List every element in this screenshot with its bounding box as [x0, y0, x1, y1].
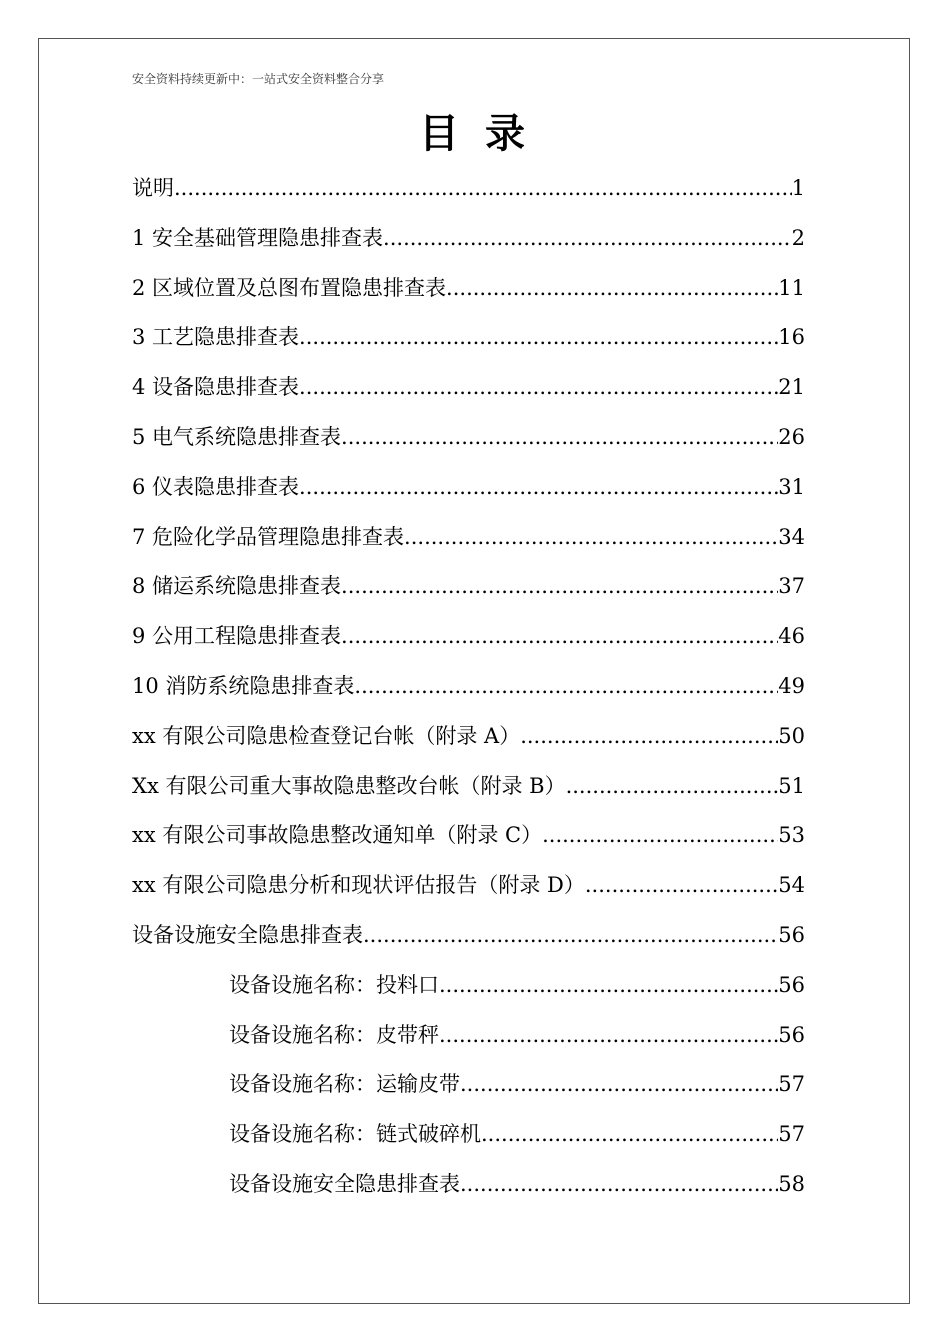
toc-entry[interactable]	[132, 517, 805, 567]
toc-leader-dots	[542, 815, 778, 855]
toc-entry-page: 46	[778, 624, 805, 649]
toc-entry-label: 设备设施安全隐患排查表	[229, 1171, 460, 1196]
toc-leader-dots	[446, 268, 778, 308]
toc-entry-label: xx 有限公司事故隐患整改通知单（附录 C）	[132, 823, 543, 848]
toc-entry-label: 设备设施名称：皮带秤	[229, 1022, 439, 1047]
toc-entry-page: 31	[778, 474, 805, 499]
toc-entry-label: 7 危险化学品管理隐患排查表	[132, 524, 405, 549]
toc-entry-page: 57	[778, 1122, 805, 1147]
toc-entry-page: 57	[778, 1072, 805, 1097]
toc-entry[interactable]	[132, 766, 805, 816]
toc-leader-dots	[174, 168, 792, 208]
toc-entry-label: 设备设施名称：链式破碎机	[229, 1122, 481, 1147]
toc-entry-page: 50	[778, 723, 805, 748]
toc-entry[interactable]	[132, 566, 805, 616]
toc-entry-label: Xx 有限公司重大事故隐患整改台帐（附录 B）	[132, 773, 566, 798]
toc-leader-dots	[354, 666, 778, 706]
toc-subentry[interactable]	[132, 1164, 805, 1214]
toc-leader-dots	[439, 1015, 778, 1055]
toc-entry-page: 49	[778, 673, 805, 698]
toc-entry[interactable]	[132, 467, 805, 517]
toc-leader-dots	[341, 417, 778, 457]
header-note: 安全资料持续更新中：一站式安全资料整合分享	[132, 72, 385, 86]
toc-entry-label: 设备设施安全隐患排查表	[132, 922, 363, 947]
toc-entry[interactable]	[132, 268, 805, 318]
toc-leader-dots	[299, 467, 778, 507]
toc-subentry[interactable]	[132, 1064, 805, 1114]
toc-entry-page: 58	[778, 1171, 805, 1196]
toc-entry[interactable]	[132, 417, 805, 467]
toc-leader-dots	[481, 1114, 778, 1154]
toc-entry-label: 设备设施名称：运输皮带	[229, 1072, 460, 1097]
toc-entry-page: 53	[778, 823, 805, 848]
toc-entry-page: 11	[778, 275, 805, 300]
toc-entry[interactable]	[132, 168, 805, 218]
page-title: 目 录	[419, 110, 531, 157]
toc-entry-label: 8 储运系统隐患排查表	[132, 574, 342, 599]
toc-entry-label: 2 区域位置及总图布置隐患排查表	[132, 275, 447, 300]
toc-entry-label: 9 公用工程隐患排查表	[132, 624, 342, 649]
table-of-contents	[132, 168, 805, 1214]
toc-leader-dots	[460, 1064, 778, 1104]
toc-entry-page: 26	[778, 424, 805, 449]
toc-entry-label: 1 安全基础管理隐患排查表	[132, 225, 384, 250]
toc-entry-page: 34	[778, 524, 805, 549]
toc-leader-dots	[566, 766, 779, 806]
toc-leader-dots	[341, 616, 778, 656]
toc-entry[interactable]	[132, 865, 805, 915]
toc-leader-dots	[585, 865, 778, 905]
toc-entry-label: 设备设施名称：投料口	[229, 972, 439, 997]
toc-entry-label: 5 电气系统隐患排查表	[132, 424, 342, 449]
toc-entry[interactable]	[132, 666, 805, 716]
toc-entry-page: 56	[778, 972, 805, 997]
toc-entry-page: 1	[791, 176, 805, 200]
toc-entry[interactable]	[132, 616, 805, 666]
toc-entry-page: 21	[778, 375, 805, 400]
toc-entry-page: 56	[778, 922, 805, 947]
toc-entry[interactable]	[132, 218, 805, 268]
toc-entry[interactable]	[132, 915, 805, 965]
toc-leader-dots	[520, 716, 778, 756]
toc-entry-label: 说明	[132, 176, 174, 200]
toc-leader-dots	[439, 965, 778, 1005]
toc-entry-page: 2	[791, 225, 805, 250]
toc-leader-dots	[299, 367, 778, 407]
toc-leader-dots	[299, 317, 778, 357]
toc-leader-dots	[341, 566, 778, 606]
toc-entry-page: 56	[778, 1022, 805, 1047]
toc-subentry[interactable]	[132, 1114, 805, 1164]
toc-entry[interactable]	[132, 716, 805, 766]
toc-entry-page: 51	[778, 773, 805, 798]
toc-leader-dots	[363, 915, 778, 955]
toc-entry-page: 37	[778, 574, 805, 599]
toc-entry-label: xx 有限公司隐患检查登记台帐（附录 A）	[132, 723, 521, 748]
toc-entry-page: 16	[778, 325, 805, 350]
toc-entry[interactable]	[132, 367, 805, 417]
toc-entry[interactable]	[132, 815, 805, 865]
toc-subentry[interactable]	[132, 1015, 805, 1065]
toc-entry-page: 54	[778, 873, 805, 898]
toc-entry-label: xx 有限公司隐患分析和现状评估报告（附录 D）	[132, 873, 585, 898]
toc-entry-label: 10 消防系统隐患排查表	[132, 673, 355, 698]
toc-entry-label: 6 仪表隐患排查表	[132, 474, 300, 499]
toc-leader-dots	[404, 517, 778, 557]
toc-entry[interactable]	[132, 317, 805, 367]
toc-leader-dots	[460, 1164, 778, 1204]
toc-subentry[interactable]	[132, 965, 805, 1015]
toc-leader-dots	[383, 218, 792, 258]
toc-entry-label: 4 设备隐患排查表	[132, 375, 300, 400]
toc-entry-label: 3 工艺隐患排查表	[132, 325, 300, 350]
